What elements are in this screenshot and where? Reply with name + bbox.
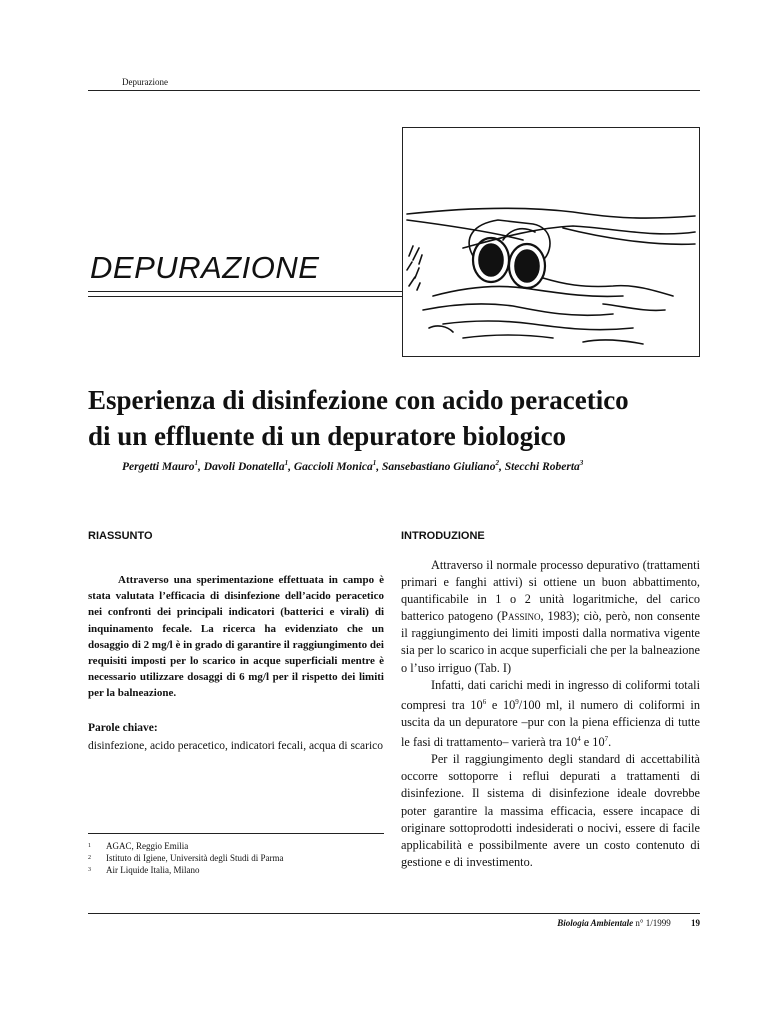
- footnote: [88, 852, 384, 864]
- page-footer: [500, 918, 700, 928]
- page-number: 19: [691, 918, 700, 928]
- introduction-heading: INTRODUZIONE: [401, 530, 485, 542]
- section-title: DEPURAZIONE: [90, 250, 320, 285]
- footnote: [88, 864, 384, 876]
- footnote-number: 2: [88, 855, 91, 861]
- journal-name: Biologia Ambientale: [557, 918, 634, 928]
- author-list: Pergetti Mauro$^1$, Davoli Donatella$^1$, Gaccioli Monica$^1$, Sansebastiano Giuliano$^2$, Stecchi Roberta$^3$: [122, 459, 584, 473]
- footnotes: [88, 840, 384, 876]
- footnote-text: AGAC, Reggio Emilia: [106, 841, 189, 851]
- intro-paragraph-2: Infatti, dati carichi medi in ingresso di coliformi totali compresi tra $10^6$ e $10^9/100$ ml, il numero di coliformi in uscita da un depuratore –pur con la piena efficienza di tutte le fasi di trattamento– varierà tra $10^4$ e $10^7$.: [401, 677, 700, 750]
- discharge-pipes-illustration: [402, 127, 700, 357]
- author-5: Stecchi Roberta: [504, 460, 580, 473]
- footnote-rule: [88, 833, 384, 834]
- affiliation-mark: 3: [579, 459, 584, 467]
- intro-paragraph-1: Attraverso il normale processo depurativo (trattamenti primari e fanghi attivi) si ottiene un buon abbattimento, quantificabile in 1 o 2 unità logaritmiche, del carico batterico patogeno (Passino, 1983); ciò, però, non consente il raggiungimento dei limiti imposti dalla normativa vigente sia per lo scarico in acque superficiali che per la balneazione o l’uso irriguo (Tab. I): [401, 558, 700, 675]
- introduction-text: [401, 557, 700, 871]
- issue-number: n° 1/1999: [635, 918, 671, 928]
- abstract-heading: RIASSUNTO: [88, 530, 153, 542]
- footer-rule: [88, 913, 700, 914]
- intro-paragraph-3: Per il raggiungimento degli standard di accettabilità occorre sottoporre i reflui depurati a trattamenti di disinfezione. Il sistema di disinfezione ideale dovrebbe poter garantire la massima efficacia, essere incapace di originare sottoprodotti indesiderati o nocivi, essere di facile applicabilità e possibilmente avere un costo contenuto di gestione e di investimento.: [401, 752, 700, 869]
- footnote: [88, 840, 384, 852]
- keywords-label-text: Parole chiave: [88, 722, 154, 734]
- running-head: Depurazione: [122, 77, 168, 87]
- citation: Passino: [501, 609, 541, 624]
- affiliation-mark: 1: [372, 459, 377, 467]
- keywords-text: disinfezione, acido peracetico, indicatori fecali, acqua di scarico: [88, 740, 384, 752]
- footnote-text: Air Liquide Italia, Milano: [106, 865, 200, 875]
- article-title: [88, 382, 708, 454]
- author-2: Davoli Donatella: [203, 460, 285, 473]
- author-4: Sansebastiano Giuliano: [382, 460, 496, 473]
- affiliation-mark: 2: [495, 459, 499, 467]
- author-1: Pergetti Mauro: [122, 460, 195, 473]
- title-line-2: di un effluente di un depuratore biologico: [88, 421, 567, 451]
- section-rule-top: [88, 291, 402, 292]
- abstract-text: Attraverso una sperimentazione effettuata in campo è stata valutata l’efficacia di disinfezione dell’acido peracetico nei confronti dei principali indicatori (batterici e virali) di inquinamento fecale. La ricerca ha evidenziato che un dosaggio di 2 mg/l è in grado di garantire il raggiungimento dei requisiti imposti per lo scarico in acque superficiali mentre è necessario utilizzare dosaggi di 6 mg/l per il rispetto dei limiti per la balneazione.: [88, 574, 384, 700]
- footnote-number: 3: [88, 867, 91, 873]
- affiliation-mark: 1: [284, 459, 289, 467]
- footnote-text: Istituto di Igiene, Università degli Studi di Parma: [106, 853, 284, 863]
- affiliation-mark: 1: [194, 459, 199, 467]
- keywords-label: Parole chiave:: [88, 722, 158, 734]
- header-rule: [88, 90, 700, 91]
- footnote-number: 1: [88, 843, 91, 849]
- author-3: Gaccioli Monica: [293, 460, 373, 473]
- section-rule-bottom: [88, 296, 402, 297]
- title-line-1: Esperienza di disinfezione con acido peracetico: [88, 385, 629, 415]
